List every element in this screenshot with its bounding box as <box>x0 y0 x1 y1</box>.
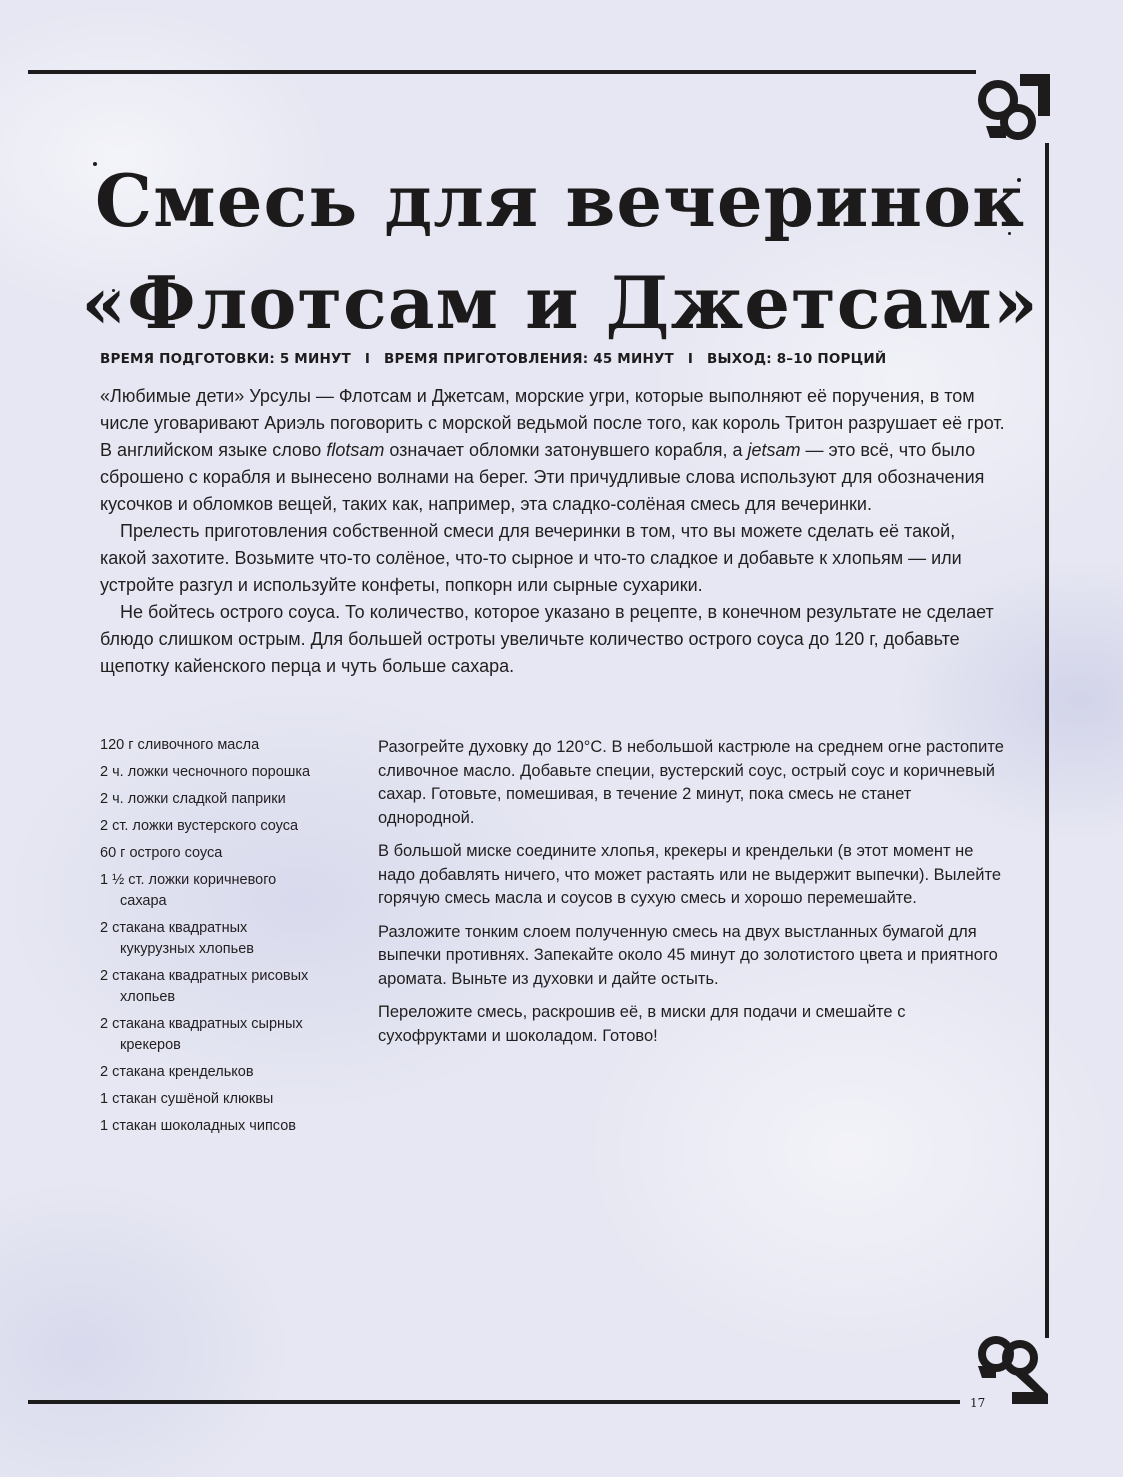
ingredients-list <box>100 735 325 1143</box>
term-jetsam: jetsam <box>747 440 801 460</box>
ingredient-item: 1 стакан сушёной клюквы <box>100 1091 274 1107</box>
top-rule <box>28 70 976 74</box>
prep-time: ВРЕМЯ ПОДГОТОВКИ: 5 МИНУТ <box>100 351 351 367</box>
instruction-step: Разложите тонким слоем полученную смесь на двух выстланных бумагой для выпечки противнях. Запекайте около 45 минут до золотистого цвета и приятного аромата. Выньте из духовки и дайте остыть. <box>378 922 998 988</box>
title-line-2: «Флотсам и Джетсам» <box>81 260 1039 345</box>
ingredient-item: 1 ½ ст. ложки коричневого сахара <box>100 872 277 909</box>
instructions <box>378 736 1010 1058</box>
intro-text <box>100 383 1005 680</box>
page-number: 17 <box>970 1396 986 1410</box>
ingredient-item: 2 стакана квадратных рисовых хлопьев <box>100 968 309 1005</box>
ingredient-item: 60 г острого соуса <box>100 845 223 861</box>
instruction-step: В большой миске соедините хлопья, крекеры и крендельки (в этот момент не надо добавлять ничего, что может растаять или не выдержит выпечки). Вылейте горячую смесь масла и соусов в сухую смесь и хорошо перемешайте. <box>378 842 1002 907</box>
bottom-rule <box>28 1400 960 1404</box>
meta-separator: I <box>364 351 371 367</box>
recipe-title <box>60 150 1060 354</box>
intro-paragraph-1: «Любимые дети» Урсулы — Флотсам и Джетсам, морские угри, которые выполняют её поручения, в том числе уговаривают Ариэль поговорить с морской ведьмой после того, как король Тритон разрушает её грот. В английском языке слово flotsam означает обломки затонувшего корабля, а jetsam — это всё, что было сброшено с корабля и вынесено волнами на берег. Эти причудливые слова используют для обозначения кусочков и обломков вещей, таких как, например, эта сладко-солёная смесь для вечеринки. <box>100 386 1005 514</box>
instruction-step: Разогрейте духовку до 120°C. В небольшой кастрюле на среднем огне растопите сливочное масло. Добавьте специи, вустерский соус, острый соус и коричневый сахар. Готовьте, помешивая, в течение 2 минут, пока смесь не станет однородной. <box>378 738 1004 827</box>
ingredient-item: 2 стакана квадратных кукурузных хлопьев <box>100 920 254 957</box>
ingredient-item: 120 г сливочного масла <box>100 737 260 753</box>
recipe-meta <box>100 351 1000 367</box>
yield: ВЫХОД: 8–10 ПОРЦИЙ <box>707 351 887 367</box>
instruction-step: Переложите смесь, раскрошив её, в миски для подачи и смешайте с сухофруктами и шоколадом. Готово! <box>378 1003 906 1045</box>
intro-paragraph-3: Не бойтесь острого соуса. То количество, которое указано в рецепте, в конечном результате не сделает блюдо слишком острым. Для большей остроты увеличьте количество острого соуса до 120 г, добавьте щепотку кайенского перца и чуть больше сахара. <box>100 602 994 676</box>
ingredient-item: 2 стакана квадратных сырных крекеров <box>100 1016 303 1053</box>
ingredient-item: 2 ч. ложки сладкой паприки <box>100 791 286 807</box>
cook-time: ВРЕМЯ ПРИГОТОВЛЕНИЯ: 45 МИНУТ <box>384 351 674 367</box>
ingredient-item: 2 ч. ложки чесночного порошка <box>100 764 311 780</box>
top-ornament-icon <box>976 70 1054 144</box>
title-line-1: Смесь для вечеринок <box>94 158 1026 243</box>
intro-paragraph-2: Прелесть приготовления собственной смеси для вечеринки в том, что вы можете сделать её такой, какой захотите. Возьмите что-то солёное, что-то сырное и что-то сладкое и добавьте к хлопьям — или устройте разгул и используйте конфеты, попкорн или сырные сухарики. <box>100 521 962 595</box>
meta-separator: I <box>687 351 694 367</box>
ingredient-item: 1 стакан шоколадных чипсов <box>100 1118 296 1134</box>
term-flotsam: flotsam <box>326 440 385 460</box>
ingredient-item: 2 стакана крендельков <box>100 1064 254 1080</box>
ingredient-item: 2 ст. ложки вустерского соуса <box>100 818 299 834</box>
